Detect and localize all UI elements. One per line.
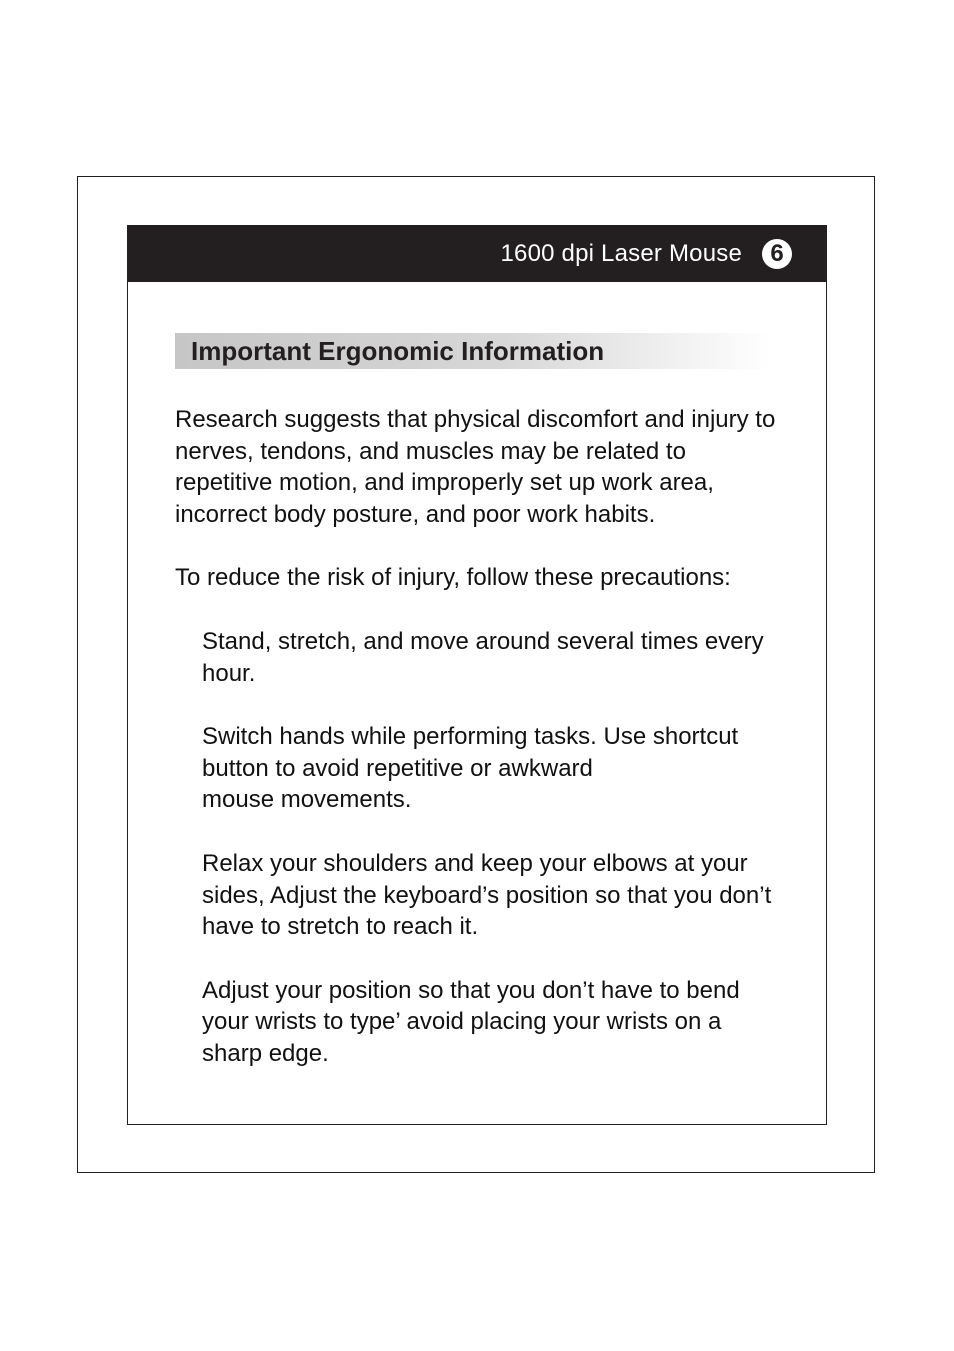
page-number-badge: 6 <box>762 239 792 269</box>
intro-paragraph: Research suggests that physical discomfort and injury to nerves, tendons, and muscles may be related to repetitive motion, and improperly set up work area, incorrect body posture, and poor work habits. <box>175 406 776 528</box>
precaution-item: Relax your shoulders and keep your elbows at your sides, Adjust the keyboard’s position so that you don’t have to stretch to reach it. <box>202 849 772 941</box>
section-heading: Important Ergonomic Information <box>175 333 772 369</box>
precaution-item: Stand, stretch, and move around several times every hour. <box>202 627 764 687</box>
precaution-item: Switch hands while performing tasks. Use shortcut button to avoid repetitive or awkward mouse movements. <box>202 723 739 814</box>
precaution-item: Adjust your position so that you don’t have to bend your wrists to type’ avoid placing your wrists on a sharp edge. <box>202 976 740 1067</box>
body-content <box>175 404 785 1102</box>
precautions-lead: To reduce the risk of injury, follow these precautions: <box>175 564 731 592</box>
header-bar <box>128 226 826 282</box>
precautions-list <box>175 626 785 1070</box>
header-title: 1600 dpi Laser Mouse <box>500 240 742 267</box>
manual-page <box>127 225 827 1125</box>
